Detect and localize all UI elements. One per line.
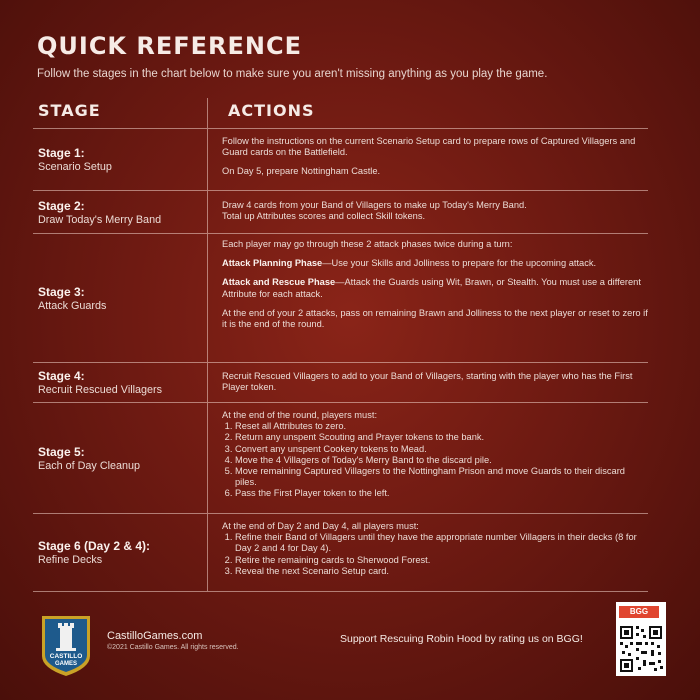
action-text: Each player may go through these 2 attack phases twice during a turn:	[222, 239, 513, 249]
cleanup-list	[222, 421, 648, 499]
reference-table	[33, 94, 648, 592]
action-text: Draw 4 cards from your Band of Villagers to make up Today's Merry Band.	[222, 200, 527, 210]
stage-name: Stage 5:	[38, 444, 85, 459]
phase-text: —Attack the Guards using Wit, Brawn, or Stealth. You must use a different Attribute for each attack.	[222, 277, 641, 299]
page-title: QUICK REFERENCE	[37, 32, 303, 60]
actions-column-header: ACTIONS	[228, 101, 315, 120]
action-text	[222, 258, 648, 269]
action-text	[222, 277, 648, 299]
list-item: 5. Move remaining Captured Villagers to the Nottingham Prison and move Guards to their discard piles.	[235, 466, 648, 488]
action-text: At the end of your 2 attacks, pass on remaining Brawn and Jolliness to the next player or reset to zero if it is the end of the round.	[222, 307, 648, 330]
stage-actions	[208, 403, 648, 513]
svg-text:CASTILLO: CASTILLO	[49, 653, 83, 660]
action-text: On Day 5, prepare Nottingham Castle.	[222, 166, 381, 177]
table-row-stage-2	[33, 191, 648, 234]
phase-name: Attack and Rescue Phase	[222, 277, 336, 288]
list-item: 1. Refine their Band of Villagers until they have the appropriate number Villagers in their decks (8 for Day 2 and 4 for Day 4).	[235, 532, 648, 554]
stage-actions	[208, 191, 648, 233]
stage-name: Stage 1:	[38, 146, 85, 160]
list-item: 6. Pass the First Player token to the left.	[235, 488, 648, 499]
table-header	[33, 94, 648, 129]
table-row-stage-1	[33, 129, 648, 191]
copyright: ©2021 Castillo Games. All rights reserved.	[107, 644, 239, 651]
stage-desc: Each of Day Cleanup	[38, 459, 141, 472]
stage-name: Stage 4:	[38, 369, 85, 383]
stage-name: Stage 6 (Day 2 & 4):	[38, 539, 151, 553]
table-row-stage-6	[33, 514, 648, 592]
support-message: Support Rescuing Robin Hood by rating us on BGG!	[340, 633, 583, 645]
list-item: 3. Convert any unspent Cookery tokens to Mead.	[235, 444, 648, 455]
action-text: Recruit Rescued Villagers to add to your Band of Villagers, starting with the player who has the First Player token.	[222, 371, 633, 393]
phase-name: Attack Planning Phase	[222, 258, 323, 269]
action-text: At the end of the round, players must:	[222, 410, 378, 420]
action-text: At the end of Day 2 and Day 4, all players must:	[222, 521, 419, 531]
stage-actions	[208, 514, 648, 591]
stage-desc: Draw Today's Merry Band	[38, 213, 162, 226]
stage-desc: Attack Guards	[38, 299, 107, 312]
stage-name: Stage 2:	[38, 198, 85, 213]
castillo-games-logo	[36, 612, 96, 678]
stage-desc: Recruit Rescued Villagers	[38, 384, 163, 396]
stage-actions	[208, 234, 648, 362]
list-item: 2. Return any unspent Scouting and Prayer tokens to the bank.	[235, 432, 648, 443]
stage-actions	[208, 363, 648, 402]
list-item: 2. Retire the remaining cards to Sherwood Forest.	[235, 555, 648, 566]
list-item: 1. Reset all Attributes to zero.	[235, 421, 648, 432]
stage-name: Stage 3:	[38, 284, 85, 299]
table-row-stage-3	[33, 234, 648, 363]
table-row-stage-5	[33, 403, 648, 514]
list-item: 4. Move the 4 Villagers of Today's Merry Band to the discard pile.	[235, 455, 648, 466]
svg-text:GAMES: GAMES	[54, 661, 78, 667]
phase-text: —Use your Skills and Jolliness to prepare for the upcoming attack.	[322, 258, 597, 269]
stage-desc: Scenario Setup	[38, 161, 112, 173]
stage-desc: Refine Decks	[38, 554, 103, 566]
bgg-logo: BGG	[619, 606, 659, 618]
action-text: Total up Attributes scores and collect Skill tokens.	[222, 211, 426, 222]
action-text: Follow the instructions on the current Scenario Setup card to prepare rows of Captured Villagers and Guard cards on the Battlefield.	[222, 136, 636, 158]
stage-actions	[208, 129, 648, 190]
website-link[interactable]: CastilloGames.com	[107, 630, 203, 642]
stage-column-header: STAGE	[38, 101, 101, 120]
refine-list	[222, 532, 648, 577]
table-row-stage-4	[33, 363, 648, 403]
list-item: 3. Reveal the next Scenario Setup card.	[235, 566, 648, 577]
page-subtitle: Follow the stages in the chart below to make sure you aren't missing anything as you play the game.	[37, 68, 548, 80]
